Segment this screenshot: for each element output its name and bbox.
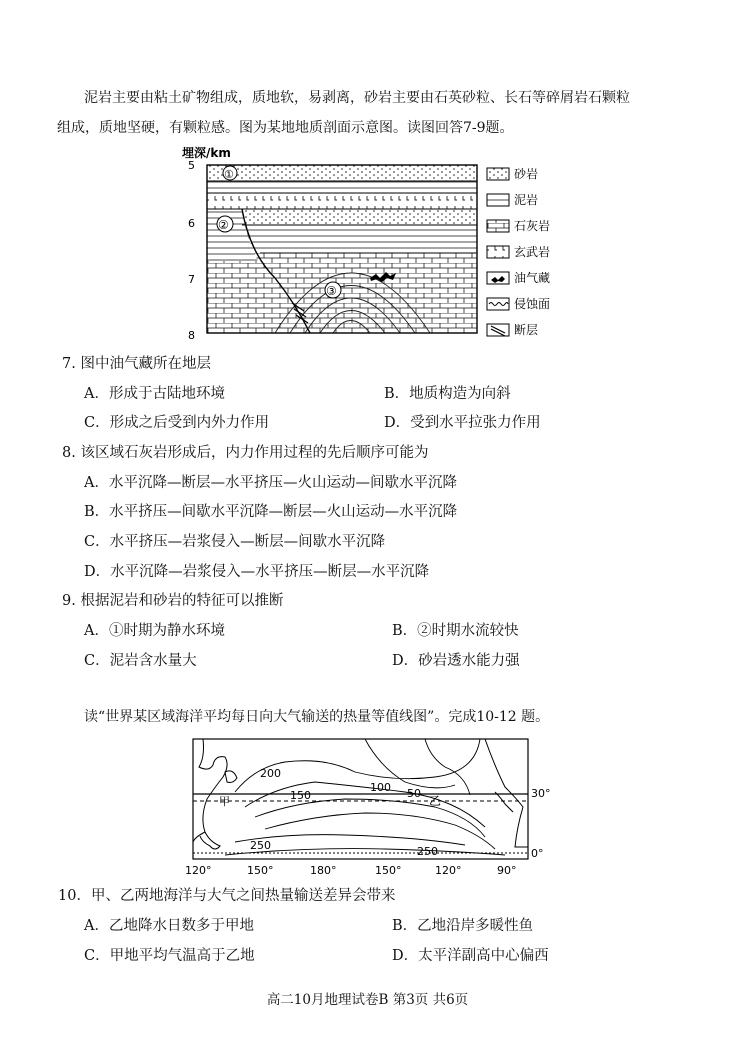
q7-option-a: A．形成于古陆地环境 — [84, 386, 225, 402]
q9-option-d: D．砂岩透水能力强 — [392, 653, 520, 669]
q10-option-d: D．太平洋副高中心偏西 — [392, 948, 549, 964]
intro-2: 读“世界某区域海洋平均每日向大气输送的热量等值线图”。完成10-12 题。 — [84, 709, 550, 725]
lon-label: 150° — [247, 864, 274, 877]
question-7-stem: 7. 图中油气藏所在地层 — [62, 356, 211, 372]
contour-label: 150 — [290, 789, 311, 802]
lat-label: 30° — [531, 787, 551, 800]
lat-label: 0° — [531, 847, 544, 860]
legend-label: 石灰岩 — [514, 219, 551, 233]
q8-option-a: A．水平沉降—断层—水平挤压—火山运动—间歇水平沉降 — [84, 475, 457, 491]
q7-option-d: D．受到水平拉张力作用 — [384, 415, 541, 431]
marker-1: ① — [224, 168, 234, 181]
question-9-stem: 9. 根据泥岩和砂岩的特征可以推断 — [62, 593, 284, 609]
q10-option-a: A．乙地降水日数多于甲地 — [84, 918, 254, 934]
lon-label: 120° — [185, 864, 212, 877]
legend-label: 断层 — [514, 323, 539, 337]
depth-tick: 7 — [188, 273, 195, 286]
legend-label: 玄武岩 — [514, 245, 551, 259]
sandstone-layer — [207, 165, 477, 181]
intro-line-1: 泥岩主要由粘土矿物组成，质地软，易剥离，砂岩主要由石英砂粒、长石等碎屑岩石颗粒 — [84, 90, 630, 106]
basalt-layer — [207, 193, 477, 209]
depth-tick: 5 — [188, 159, 195, 172]
question-10-stem: 10．甲、乙两地海洋与大气之间热量输送差异会带来 — [58, 888, 396, 904]
place-jia: 甲 — [219, 795, 230, 808]
depth-tick: 6 — [188, 217, 195, 230]
mudstone-layer — [207, 181, 477, 193]
question-8-stem: 8. 该区域石灰岩形成后，内力作用过程的先后顺序可能为 — [62, 445, 429, 461]
page-footer: 高二10月地理试卷B 第3页 共6页 — [266, 992, 469, 1008]
depth-tick: 8 — [188, 329, 195, 342]
sandstone-layer — [207, 209, 477, 225]
lon-label: 180° — [310, 864, 337, 877]
lon-label: 150° — [375, 864, 402, 877]
q10-option-b: B．乙地沿岸多暖性鱼 — [392, 918, 534, 934]
contour-label: 50 — [407, 787, 421, 800]
q8-option-d: D．水平沉降—岩浆侵入—水平挤压—断层—水平沉降 — [84, 564, 430, 580]
legend-label: 砂岩 — [514, 167, 539, 181]
contour-label: 250 — [417, 845, 438, 858]
q10-option-c: C．甲地平均气温高于乙地 — [84, 948, 255, 964]
contour-label: 200 — [260, 767, 281, 780]
marker-3: ③ — [326, 284, 337, 298]
place-yi: 乙 — [429, 794, 442, 808]
q7-option-b: B．地质构造为向斜 — [384, 386, 511, 402]
q9-option-c: C．泥岩含水量大 — [84, 653, 197, 669]
legend-label: 泥岩 — [514, 193, 539, 207]
q8-option-b: B．水平挤压—间歇水平沉降—断层—火山运动—水平沉降 — [84, 504, 458, 520]
heat-flux-isoline-map — [185, 737, 560, 877]
lon-label: 120° — [435, 864, 462, 877]
contour-label: 100 — [370, 781, 391, 794]
geologic-section-figure — [180, 143, 551, 343]
legend-label: 侵蚀面 — [514, 297, 551, 311]
q8-option-c: C．水平挤压—岩浆侵入—断层—间歇水平沉降 — [84, 534, 386, 550]
legend — [487, 166, 550, 337]
contour-label: 250 — [250, 839, 271, 852]
legend-label: 油气藏 — [514, 271, 551, 285]
q9-option-a: A．①时期为静水环境 — [84, 623, 225, 639]
intro-line-2: 组成，质地坚硬，有颗粒感。图为某地地质剖面示意图。读图回答7-9题。 — [57, 120, 514, 136]
marker-2: ② — [218, 218, 229, 232]
lon-label: 90° — [497, 864, 517, 877]
q9-option-b: B．②时期水流较快 — [392, 623, 519, 639]
depth-axis-label: 埋深/km — [182, 146, 231, 160]
q7-option-c: C．形成之后受到内外力作用 — [84, 415, 270, 431]
